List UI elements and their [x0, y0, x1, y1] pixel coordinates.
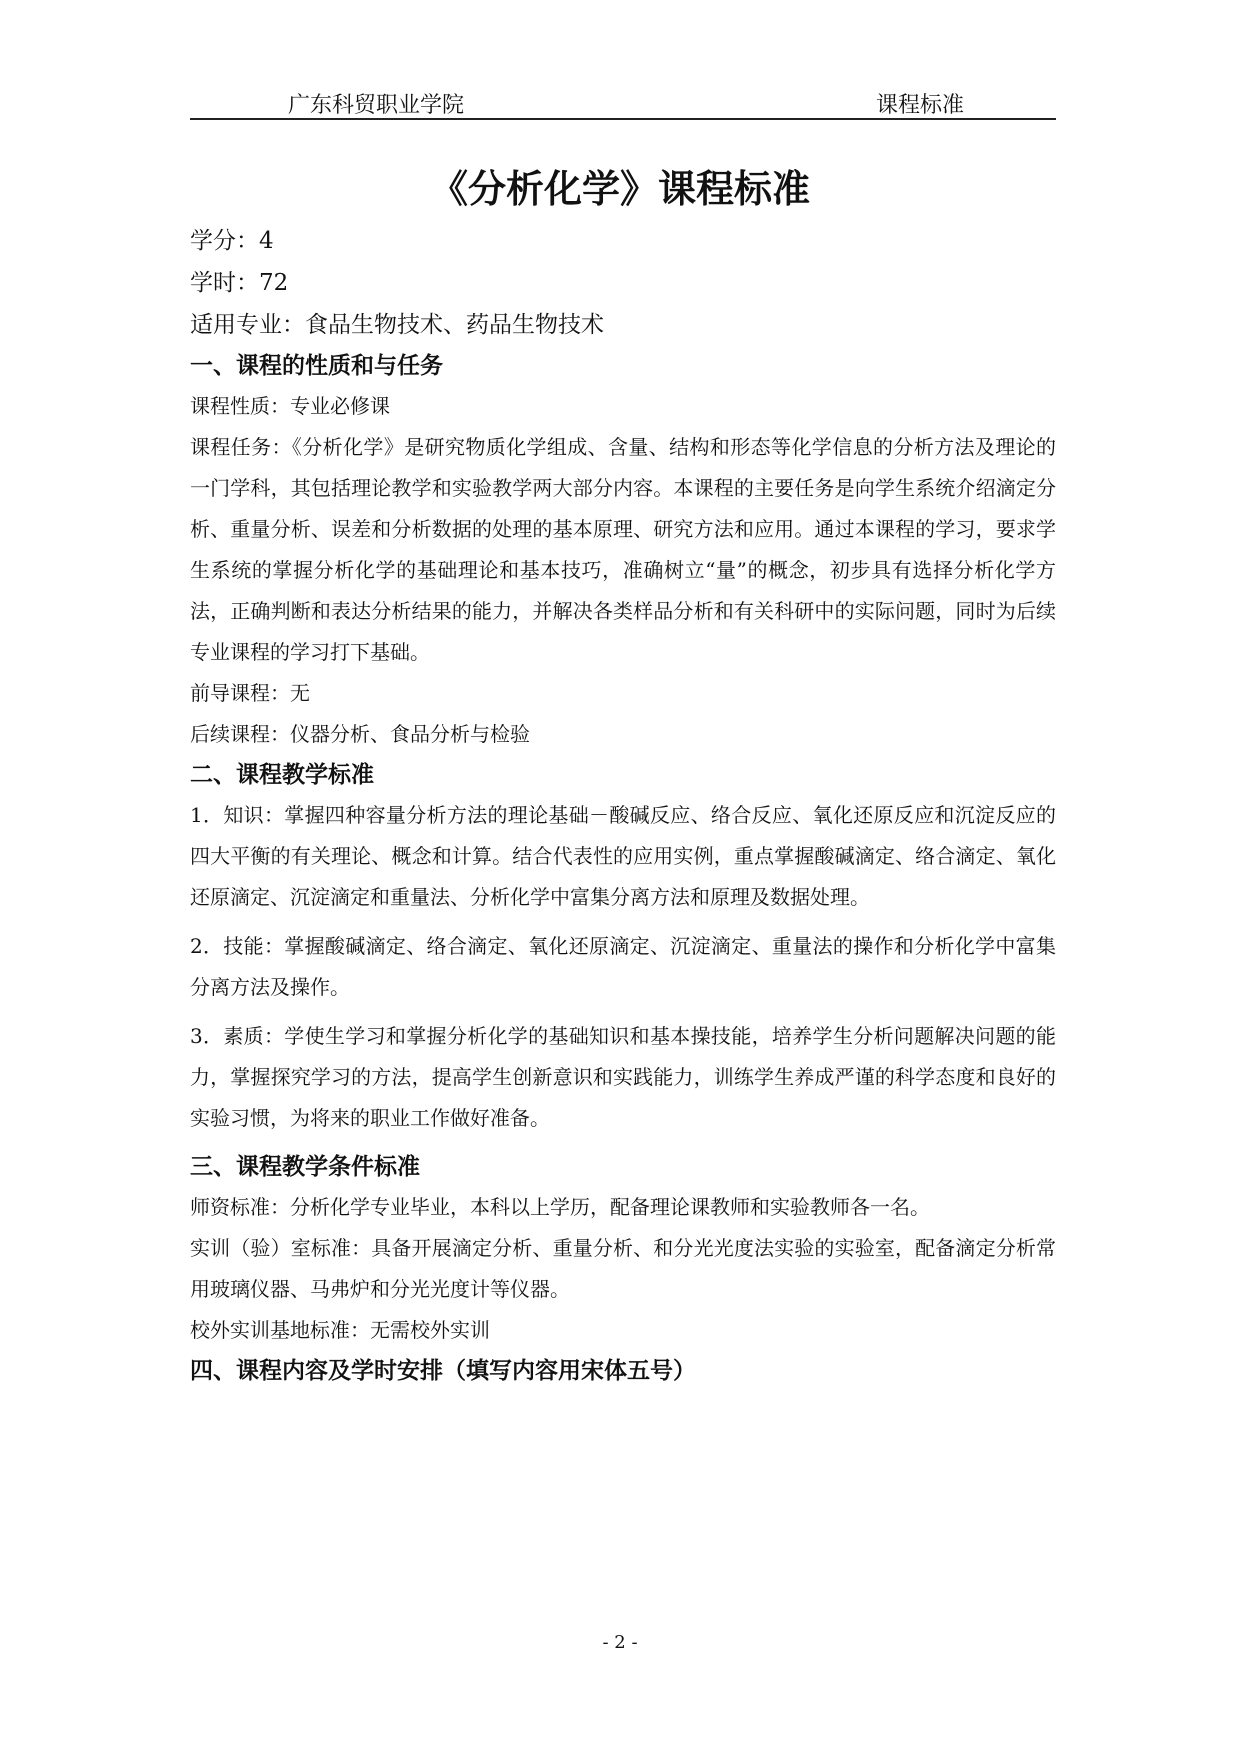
followup-course: 后续课程：仪器分析、食品分析与检验 [190, 722, 530, 746]
header-doc-type: 课程标准 [875, 93, 964, 118]
page-header [190, 82, 1056, 120]
skill-standard: 2．技能：掌握酸碱滴定、络合滴定、氧化还原滴定、沉淀滴定、重量法的操作和分析化学中富集分离方法及操作。 [190, 934, 1056, 999]
header-school: 广东科贸职业学院 [288, 93, 465, 118]
section3-heading: 三、课程教学条件标准 [190, 1154, 420, 1180]
hours-line: 学时：72 [190, 270, 289, 296]
prerequisite-course: 前导课程：无 [190, 681, 310, 705]
section1-heading: 一、课程的性质和与任务 [190, 353, 443, 379]
external-training-standard: 校外实训基地标准：无需校外实训 [190, 1318, 490, 1342]
credit-line: 学分：4 [190, 228, 274, 254]
teacher-standard: 师资标准：分析化学专业毕业，本科以上学历，配备理论课教师和实验教师各一名。 [190, 1195, 930, 1219]
majors-line: 适用专业：食品生物技术、药品生物技术 [190, 312, 604, 338]
knowledge-standard: 1．知识：掌握四种容量分析方法的理论基础－酸碱反应、络合反应、氧化还原反应和沉淀反应的四大平衡的有关理论、概念和计算。结合代表性的应用实例，重点掌握酸碱滴定、络合滴定、氧化还原滴定、沉淀滴定和重量法、分析化学中富集分离方法和原理及数据处理。 [190, 803, 1056, 909]
page-number: - 2 - [602, 1632, 638, 1653]
lab-standard: 实训（验）室标准：具备开展滴定分析、重量分析、和分光光度法实验的实验室，配备滴定分析常用玻璃仪器、马弗炉和分光光度计等仪器。 [190, 1236, 1056, 1301]
document-body [190, 220, 1056, 1391]
course-nature: 课程性质：专业必修课 [190, 394, 390, 418]
section4-heading: 四、课程内容及学时安排（填写内容用宋体五号） [190, 1358, 696, 1384]
document-title: 《分析化学》课程标准 [429, 167, 810, 211]
section2-heading: 二、课程教学标准 [190, 762, 374, 788]
quality-standard: 3．素质：学使生学习和掌握分析化学的基础知识和基本操技能，培养学生分析问题解决问题的能力，掌握探究学习的方法，提高学生创新意识和实践能力，训练学生养成严谨的科学态度和良好的实验习惯，为将来的职业工作做好准备。 [190, 1024, 1056, 1130]
course-task: 课程任务：《分析化学》是研究物质化学组成、含量、结构和形态等化学信息的分析方法及理论的一门学科，其包括理论教学和实验教学两大部分内容。本课程的主要任务是向学生系统介绍滴定分析、重量分析、误差和分析数据的处理的基本原理、研究方法和应用。通过本课程的学习，要求学生系统的掌握分析化学的基础理论和基本技巧，准确树立“量”的概念，初步具有选择分析化学方法，正确判断和表达分析结果的能力，并解决各类样品分析和有关科研中的实际问题，同时为后续专业课程的学习打下基础。 [190, 435, 1056, 664]
